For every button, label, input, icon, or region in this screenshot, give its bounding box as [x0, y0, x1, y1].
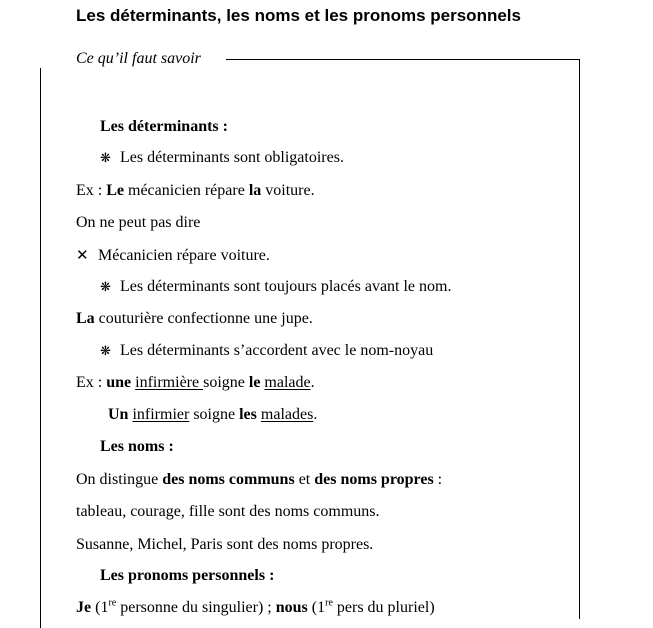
pronoms-heading: Les pronoms personnels : [100, 567, 275, 584]
frame-top-border [226, 59, 580, 60]
example-couturiere: La couturière confectionne une jupe. [76, 310, 313, 327]
noms-heading: Les noms : [100, 438, 174, 455]
example-mecanicien: Ex : Le mécanicien répare la voiture. [76, 182, 315, 199]
determinants-heading: Les déterminants : [100, 118, 228, 135]
rule-placement: ❋ Les déterminants sont toujours placés avant le nom. [100, 277, 451, 298]
example-infirmier: Un infirmier soigne les malades. [108, 406, 318, 423]
bullet-icon: ❋ [100, 344, 111, 359]
bullet-icon: ❋ [100, 151, 111, 166]
noms-communs-example: tableau, courage, fille sont des noms communs. [76, 503, 380, 520]
rule-obligatoires: ❋ Les déterminants sont obligatoires. [100, 148, 344, 169]
wrong-example: ✕ Mécanicien répare voiture. [76, 246, 270, 264]
pronoms-line: Je (1re personne du singulier) ; nous (1re pers du pluriel) [76, 597, 435, 616]
section-label: Ce qu’il faut savoir [76, 50, 201, 67]
noms-intro: On distingue des noms communs et des noms propres : [76, 471, 443, 488]
bullet-icon: ❋ [100, 280, 111, 295]
cross-icon: ✕ [76, 246, 89, 264]
noms-propres-example: Susanne, Michel, Paris sont des noms propres. [76, 536, 374, 553]
frame-right-border [579, 59, 580, 619]
page-title: Les déterminants, les noms et les pronoms personnels [76, 6, 521, 25]
frame-left-border [40, 68, 41, 628]
rule-accord: ❋ Les déterminants s’accordent avec le nom-noyau [100, 341, 433, 362]
example-infirmiere: Ex : une infirmière soigne le malade. [76, 374, 315, 391]
cannot-say-text: On ne peut pas dire [76, 214, 201, 231]
